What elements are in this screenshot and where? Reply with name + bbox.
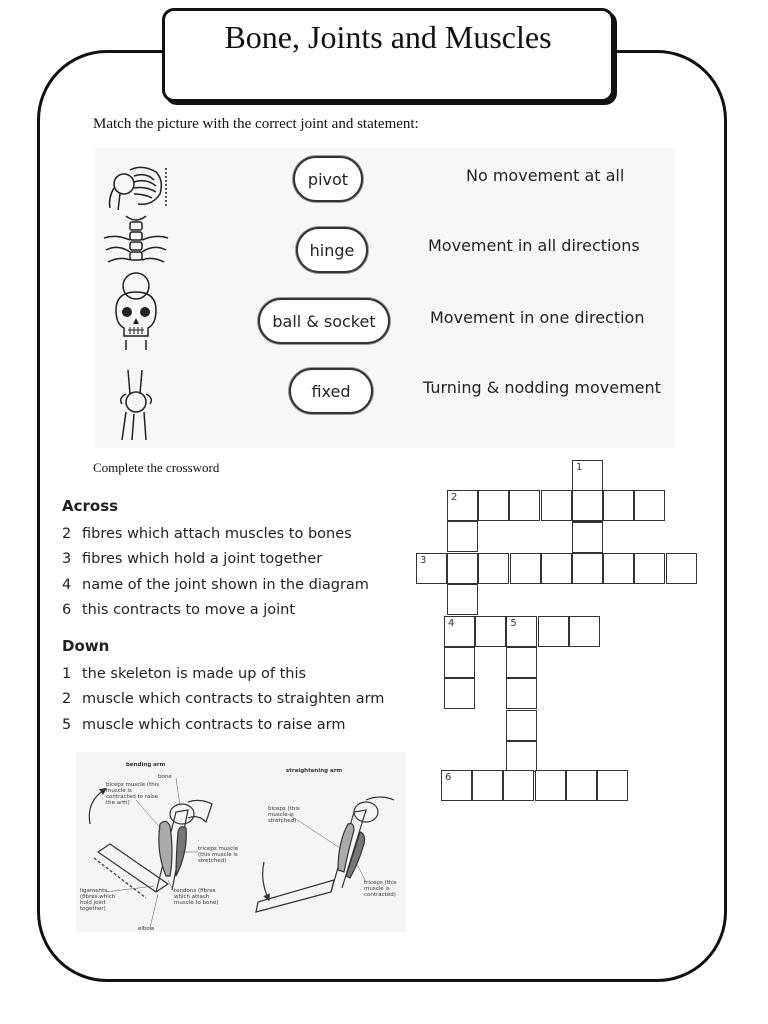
joint-option-hinge[interactable]: hinge xyxy=(296,227,368,273)
label-biceps-bending: biceps muscle (this muscle is contracted to raise the arm) xyxy=(106,782,160,806)
crossword-cell-number: 2 xyxy=(451,492,458,503)
down-heading: Down xyxy=(62,637,110,655)
label-triceps-bending: triceps muscle (this muscle is stretched) xyxy=(198,846,239,864)
skull-icon xyxy=(108,270,164,354)
label-tendons: tendons (fibres which attach muscle to bone) xyxy=(174,888,219,906)
crossword-cell-number: 4 xyxy=(448,618,455,629)
crossword-cell[interactable] xyxy=(572,490,603,521)
shoulder-joint-icon xyxy=(100,158,172,212)
across-heading: Across xyxy=(62,497,119,515)
label-bone: bone xyxy=(158,774,172,780)
crossword-cell[interactable] xyxy=(444,678,475,709)
crossword-cell[interactable] xyxy=(444,647,475,678)
clue-down-2: 2 muscle which contracts to straighten arm xyxy=(62,691,385,708)
spine-joint-icon xyxy=(100,212,172,268)
label-biceps-straightening: biceps (this muscle is stretched) xyxy=(268,806,300,824)
crossword-cell[interactable] xyxy=(603,553,634,584)
label-triceps-straightening: triceps (this muscle is contracted) xyxy=(364,880,397,898)
crossword-cell[interactable] xyxy=(478,490,509,521)
crossword-cell-number: 6 xyxy=(445,772,452,783)
crossword-cell[interactable] xyxy=(603,490,634,521)
clue-down-1: 1 the skeleton is made up of this xyxy=(62,665,307,682)
crossword-cell-number: 5 xyxy=(510,618,517,629)
crossword-cell[interactable] xyxy=(538,616,569,647)
arm-muscle-diagram xyxy=(76,752,406,932)
statement-3[interactable]: Movement in one direction xyxy=(430,308,645,327)
joint-option-fixed[interactable]: fixed xyxy=(289,368,373,414)
crossword-cell-number: 1 xyxy=(576,462,583,473)
crossword-clues xyxy=(58,497,408,738)
crossword-instruction: Complete the crossword xyxy=(93,460,220,475)
crossword-cell-number: 3 xyxy=(420,555,427,566)
crossword-cell[interactable] xyxy=(478,553,509,584)
joint-option-ball-socket[interactable]: ball & socket xyxy=(258,298,390,344)
crossword-cell[interactable] xyxy=(541,553,572,584)
crossword-cell[interactable] xyxy=(475,616,506,647)
crossword-cell[interactable] xyxy=(447,490,478,521)
label-ligaments: ligaments (fibres which hold joint together) xyxy=(80,888,116,912)
title-box xyxy=(162,8,614,102)
crossword-cell[interactable] xyxy=(416,553,447,584)
crossword-cell[interactable] xyxy=(472,770,503,801)
crossword-cell[interactable] xyxy=(503,770,534,801)
crossword-cell[interactable] xyxy=(572,460,603,491)
joint-option-pivot[interactable]: pivot xyxy=(293,156,363,202)
knee-joint-icon xyxy=(112,368,162,442)
crossword-cell[interactable] xyxy=(566,770,597,801)
clue-across-2: 2 fibres which attach muscles to bones xyxy=(62,525,352,542)
clue-down-5: 5 muscle which contracts to raise arm xyxy=(62,716,346,733)
statement-2[interactable]: Movement in all directions xyxy=(428,236,640,255)
page-title: Bone, Joints and Muscles xyxy=(224,19,552,55)
clue-across-3: 3 fibres which hold a joint together xyxy=(62,551,323,568)
crossword-cell[interactable] xyxy=(506,647,537,678)
clue-across-4: 4 name of the joint shown in the diagram xyxy=(62,576,369,593)
crossword-cell[interactable] xyxy=(447,584,478,615)
crossword-cell[interactable] xyxy=(541,490,572,521)
crossword-cell[interactable] xyxy=(572,553,603,584)
crossword-cell[interactable] xyxy=(572,522,603,553)
crossword-cell[interactable] xyxy=(447,553,478,584)
clue-across-6: 6 this contracts to move a joint xyxy=(62,602,296,619)
straightening-arm-title: straightening arm xyxy=(286,768,343,774)
crossword-cell[interactable] xyxy=(509,490,540,521)
matching-exercise xyxy=(95,148,675,448)
crossword-cell[interactable] xyxy=(597,770,628,801)
statement-4[interactable]: Turning & nodding movement xyxy=(423,378,661,397)
match-instruction: Match the picture with the correct joint and statement: xyxy=(93,116,419,132)
crossword-cell[interactable] xyxy=(447,521,478,552)
crossword-cell[interactable] xyxy=(569,616,600,647)
bending-arm-title: bending arm xyxy=(126,762,166,768)
crossword-cell[interactable] xyxy=(666,553,697,584)
crossword-cell[interactable] xyxy=(634,490,665,521)
crossword-cell[interactable] xyxy=(535,770,566,801)
crossword-cell[interactable] xyxy=(506,741,537,772)
crossword-cell[interactable] xyxy=(506,616,537,647)
label-elbow: elbow xyxy=(138,926,155,932)
statement-1[interactable]: No movement at all xyxy=(466,166,625,185)
crossword-cell[interactable] xyxy=(510,553,541,584)
crossword-cell[interactable] xyxy=(441,770,472,801)
crossword-cell[interactable] xyxy=(634,553,665,584)
crossword-cell[interactable] xyxy=(506,678,537,709)
crossword-cell[interactable] xyxy=(444,616,475,647)
crossword-cell[interactable] xyxy=(506,710,537,741)
